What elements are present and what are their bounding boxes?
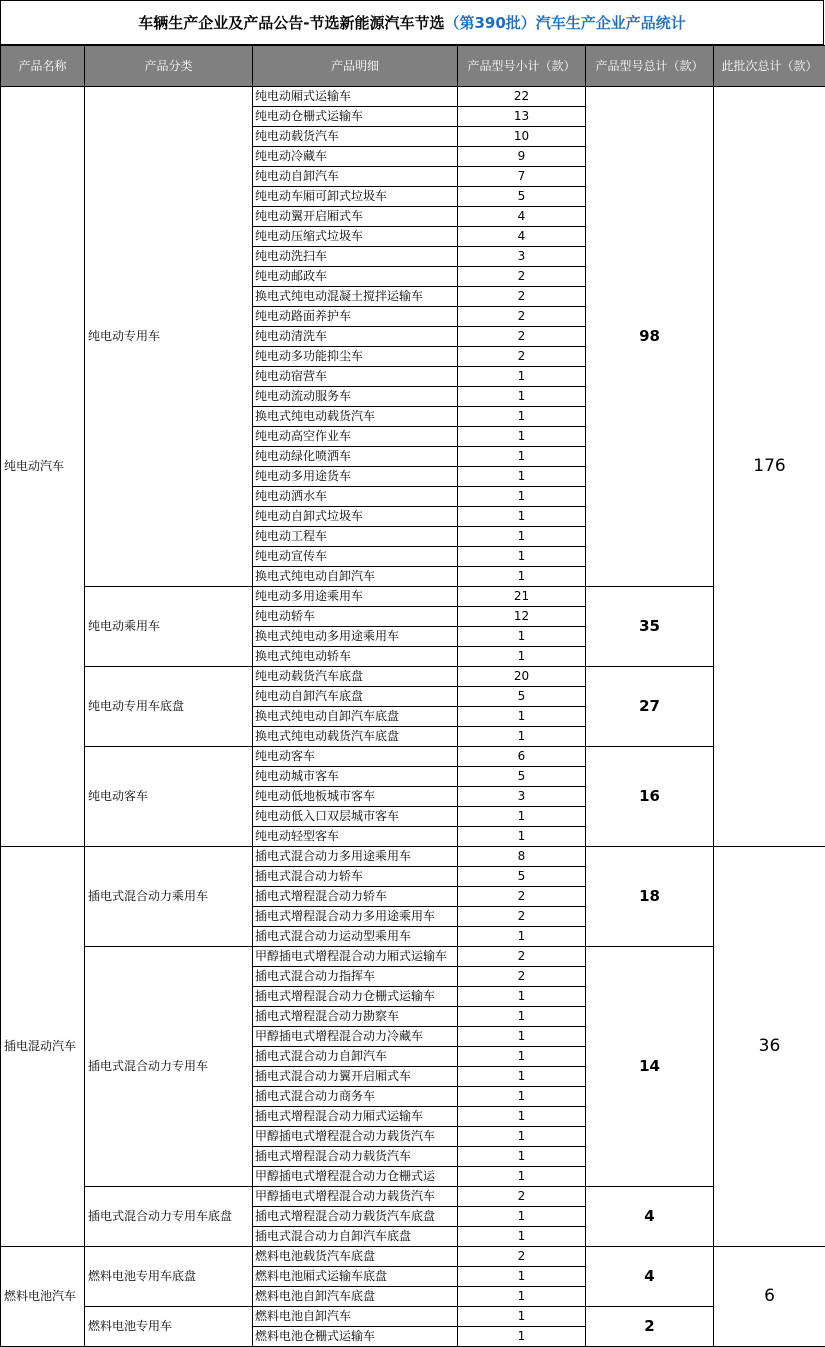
title-main: 车辆生产企业及产品公告-节选新能源汽车节选 [138, 12, 444, 33]
product-detail-cell: 纯电动绿化喷洒车 [253, 447, 458, 467]
product-category-cell: 插电式混合动力乘用车 [85, 847, 253, 947]
subtotal-cell: 2 [458, 347, 586, 367]
product-detail-cell: 甲醇插电式增程混合动力厢式运输车 [253, 947, 458, 967]
header-total: 产品型号总计（款） [586, 46, 714, 87]
subtotal-cell: 2 [458, 947, 586, 967]
product-detail-cell: 纯电动洒水车 [253, 487, 458, 507]
product-detail-cell: 纯电动仓栅式运输车 [253, 107, 458, 127]
subtotal-cell: 1 [458, 1087, 586, 1107]
product-detail-cell: 纯电动多用途乘用车 [253, 587, 458, 607]
subtotal-cell: 4 [458, 227, 586, 247]
subtotal-cell: 1 [458, 1107, 586, 1127]
table-row [1, 1307, 825, 1327]
product-detail-cell: 插电式增程混合动力多用途乘用车 [253, 907, 458, 927]
category-total-cell: 14 [586, 947, 714, 1187]
subtotal-cell: 1 [458, 1047, 586, 1067]
product-detail-cell: 燃料电池自卸汽车 [253, 1307, 458, 1327]
table-row [1, 947, 825, 967]
product-detail-cell: 纯电动洗扫车 [253, 247, 458, 267]
product-detail-cell: 插电式混合动力轿车 [253, 867, 458, 887]
product-detail-cell: 换电式纯电动自卸汽车 [253, 567, 458, 587]
subtotal-cell: 10 [458, 127, 586, 147]
subtotal-cell: 9 [458, 147, 586, 167]
product-detail-cell: 纯电动多用途货车 [253, 467, 458, 487]
subtotal-cell: 4 [458, 207, 586, 227]
subtotal-cell: 5 [458, 187, 586, 207]
product-detail-cell: 纯电动高空作业车 [253, 427, 458, 447]
category-total-cell: 18 [586, 847, 714, 947]
product-detail-cell: 插电式增程混合动力轿车 [253, 887, 458, 907]
subtotal-cell: 1 [458, 527, 586, 547]
product-detail-cell: 纯电动压缩式垃圾车 [253, 227, 458, 247]
product-detail-cell: 纯电动流动服务车 [253, 387, 458, 407]
header-batch-total: 此批次总计（款） [714, 46, 825, 87]
table-row [1, 667, 825, 687]
subtotal-cell: 3 [458, 787, 586, 807]
product-detail-cell: 插电式混合动力指挥车 [253, 967, 458, 987]
subtotal-cell: 1 [458, 1147, 586, 1167]
product-detail-cell: 换电式纯电动自卸汽车底盘 [253, 707, 458, 727]
subtotal-cell: 1 [458, 547, 586, 567]
subtotal-cell: 12 [458, 607, 586, 627]
product-detail-cell: 纯电动工程车 [253, 527, 458, 547]
product-detail-cell: 换电式纯电动轿车 [253, 647, 458, 667]
product-detail-cell: 纯电动厢式运输车 [253, 87, 458, 107]
product-name-cell: 燃料电池汽车 [1, 1247, 85, 1347]
header-product-category: 产品分类 [85, 46, 253, 87]
product-detail-cell: 插电式混合动力翼开启厢式车 [253, 1067, 458, 1087]
subtotal-cell: 2 [458, 907, 586, 927]
product-detail-cell: 插电式混合动力运动型乘用车 [253, 927, 458, 947]
subtotal-cell: 1 [458, 927, 586, 947]
product-detail-cell: 纯电动低地板城市客车 [253, 787, 458, 807]
subtotal-cell: 1 [458, 647, 586, 667]
product-detail-cell: 插电式混合动力自卸汽车 [253, 1047, 458, 1067]
product-detail-cell: 纯电动冷藏车 [253, 147, 458, 167]
product-detail-cell: 纯电动轿车 [253, 607, 458, 627]
product-detail-cell: 插电式增程混合动力勘察车 [253, 1007, 458, 1027]
title-batch: （第390批）汽车生产企业产品统计 [444, 12, 685, 33]
subtotal-cell: 1 [458, 507, 586, 527]
product-detail-cell: 甲醇插电式增程混合动力载货汽车 [253, 1127, 458, 1147]
subtotal-cell: 1 [458, 1307, 586, 1327]
subtotal-cell: 1 [458, 1227, 586, 1247]
product-detail-cell: 纯电动宣传车 [253, 547, 458, 567]
header-product-name: 产品名称 [1, 46, 85, 87]
product-detail-cell: 纯电动自卸汽车底盘 [253, 687, 458, 707]
table-row [1, 747, 825, 767]
subtotal-cell: 1 [458, 827, 586, 847]
product-detail-cell: 纯电动车厢可卸式垃圾车 [253, 187, 458, 207]
subtotal-cell: 1 [458, 1067, 586, 1087]
category-total-cell: 98 [586, 87, 714, 587]
subtotal-cell: 1 [458, 427, 586, 447]
subtotal-cell: 1 [458, 807, 586, 827]
batch-total-cell: 6 [714, 1247, 825, 1347]
product-detail-cell: 插电式增程混合动力厢式运输车 [253, 1107, 458, 1127]
product-detail-cell: 纯电动载货汽车 [253, 127, 458, 147]
product-detail-cell: 纯电动自卸式垃圾车 [253, 507, 458, 527]
subtotal-cell: 1 [458, 987, 586, 1007]
product-detail-cell: 纯电动多功能抑尘车 [253, 347, 458, 367]
subtotal-cell: 1 [458, 567, 586, 587]
subtotal-cell: 22 [458, 87, 586, 107]
product-detail-cell: 插电式增程混合动力载货汽车 [253, 1147, 458, 1167]
subtotal-cell: 20 [458, 667, 586, 687]
product-category-cell: 燃料电池专用车底盘 [85, 1247, 253, 1307]
subtotal-cell: 21 [458, 587, 586, 607]
category-total-cell: 4 [586, 1247, 714, 1307]
subtotal-cell: 1 [458, 467, 586, 487]
table-row [1, 1247, 825, 1267]
category-total-cell: 35 [586, 587, 714, 667]
product-detail-cell: 甲醇插电式增程混合动力载货汽车 [253, 1187, 458, 1207]
category-total-cell: 16 [586, 747, 714, 847]
product-detail-cell: 纯电动宿营车 [253, 367, 458, 387]
subtotal-cell: 1 [458, 1327, 586, 1347]
product-detail-cell: 燃料电池载货汽车底盘 [253, 1247, 458, 1267]
subtotal-cell: 6 [458, 747, 586, 767]
product-category-cell: 纯电动客车 [85, 747, 253, 847]
product-detail-cell: 纯电动路面养护车 [253, 307, 458, 327]
product-detail-cell: 燃料电池自卸汽车底盘 [253, 1287, 458, 1307]
table-row [1, 847, 825, 867]
subtotal-cell: 1 [458, 487, 586, 507]
subtotal-cell: 1 [458, 1027, 586, 1047]
subtotal-cell: 2 [458, 1187, 586, 1207]
product-name-cell: 插电混动汽车 [1, 847, 85, 1247]
product-detail-cell: 燃料电池仓栅式运输车 [253, 1327, 458, 1347]
product-category-cell: 纯电动乘用车 [85, 587, 253, 667]
table-row [1, 87, 825, 107]
product-detail-cell: 甲醇插电式增程混合动力仓栅式运 [253, 1167, 458, 1187]
table-row [1, 1187, 825, 1207]
product-detail-cell: 插电式混合动力自卸汽车底盘 [253, 1227, 458, 1247]
table-title [0, 0, 824, 45]
statistics-table [0, 45, 825, 1347]
subtotal-cell: 2 [458, 307, 586, 327]
subtotal-cell: 7 [458, 167, 586, 187]
product-detail-cell: 纯电动城市客车 [253, 767, 458, 787]
subtotal-cell: 1 [458, 367, 586, 387]
header-row [1, 46, 825, 87]
subtotal-cell: 1 [458, 1267, 586, 1287]
product-detail-cell: 换电式纯电动多用途乘用车 [253, 627, 458, 647]
product-category-cell: 插电式混合动力专用车底盘 [85, 1187, 253, 1247]
product-detail-cell: 纯电动自卸汽车 [253, 167, 458, 187]
category-total-cell: 27 [586, 667, 714, 747]
product-detail-cell: 纯电动低入口双层城市客车 [253, 807, 458, 827]
subtotal-cell: 2 [458, 967, 586, 987]
subtotal-cell: 1 [458, 627, 586, 647]
subtotal-cell: 1 [458, 447, 586, 467]
header-product-detail: 产品明细 [253, 46, 458, 87]
subtotal-cell: 1 [458, 1007, 586, 1027]
subtotal-cell: 3 [458, 247, 586, 267]
product-detail-cell: 插电式增程混合动力仓栅式运输车 [253, 987, 458, 1007]
subtotal-cell: 1 [458, 707, 586, 727]
subtotal-cell: 5 [458, 867, 586, 887]
subtotal-cell: 1 [458, 1287, 586, 1307]
product-detail-cell: 纯电动清洗车 [253, 327, 458, 347]
subtotal-cell: 8 [458, 847, 586, 867]
batch-total-cell: 176 [714, 87, 825, 847]
subtotal-cell: 1 [458, 1167, 586, 1187]
table-row [1, 587, 825, 607]
product-detail-cell: 插电式混合动力多用途乘用车 [253, 847, 458, 867]
subtotal-cell: 2 [458, 887, 586, 907]
category-total-cell: 4 [586, 1187, 714, 1247]
product-detail-cell: 插电式增程混合动力载货汽车底盘 [253, 1207, 458, 1227]
product-category-cell: 插电式混合动力专用车 [85, 947, 253, 1187]
product-detail-cell: 换电式纯电动载货汽车底盘 [253, 727, 458, 747]
product-detail-cell: 纯电动载货汽车底盘 [253, 667, 458, 687]
header-subtotal: 产品型号小计（款） [458, 46, 586, 87]
product-category-cell: 纯电动专用车 [85, 87, 253, 587]
product-name-cell: 纯电动汽车 [1, 87, 85, 847]
product-detail-cell: 插电式混合动力商务车 [253, 1087, 458, 1107]
subtotal-cell: 13 [458, 107, 586, 127]
subtotal-cell: 1 [458, 727, 586, 747]
product-detail-cell: 甲醇插电式增程混合动力冷藏车 [253, 1027, 458, 1047]
subtotal-cell: 2 [458, 267, 586, 287]
product-detail-cell: 纯电动客车 [253, 747, 458, 767]
subtotal-cell: 2 [458, 327, 586, 347]
product-detail-cell: 换电式纯电动混凝土搅拌运输车 [253, 287, 458, 307]
product-detail-cell: 纯电动翼开启厢式车 [253, 207, 458, 227]
table-body [1, 87, 825, 1347]
subtotal-cell: 1 [458, 387, 586, 407]
subtotal-cell: 1 [458, 1207, 586, 1227]
subtotal-cell: 1 [458, 407, 586, 427]
product-category-cell: 燃料电池专用车 [85, 1307, 253, 1347]
subtotal-cell: 5 [458, 767, 586, 787]
product-detail-cell: 纯电动邮政车 [253, 267, 458, 287]
subtotal-cell: 1 [458, 1127, 586, 1147]
category-total-cell: 2 [586, 1307, 714, 1347]
batch-total-cell: 36 [714, 847, 825, 1247]
product-detail-cell: 燃料电池厢式运输车底盘 [253, 1267, 458, 1287]
subtotal-cell: 5 [458, 687, 586, 707]
product-detail-cell: 换电式纯电动载货汽车 [253, 407, 458, 427]
subtotal-cell: 2 [458, 287, 586, 307]
subtotal-cell: 2 [458, 1247, 586, 1267]
product-detail-cell: 纯电动轻型客车 [253, 827, 458, 847]
product-category-cell: 纯电动专用车底盘 [85, 667, 253, 747]
